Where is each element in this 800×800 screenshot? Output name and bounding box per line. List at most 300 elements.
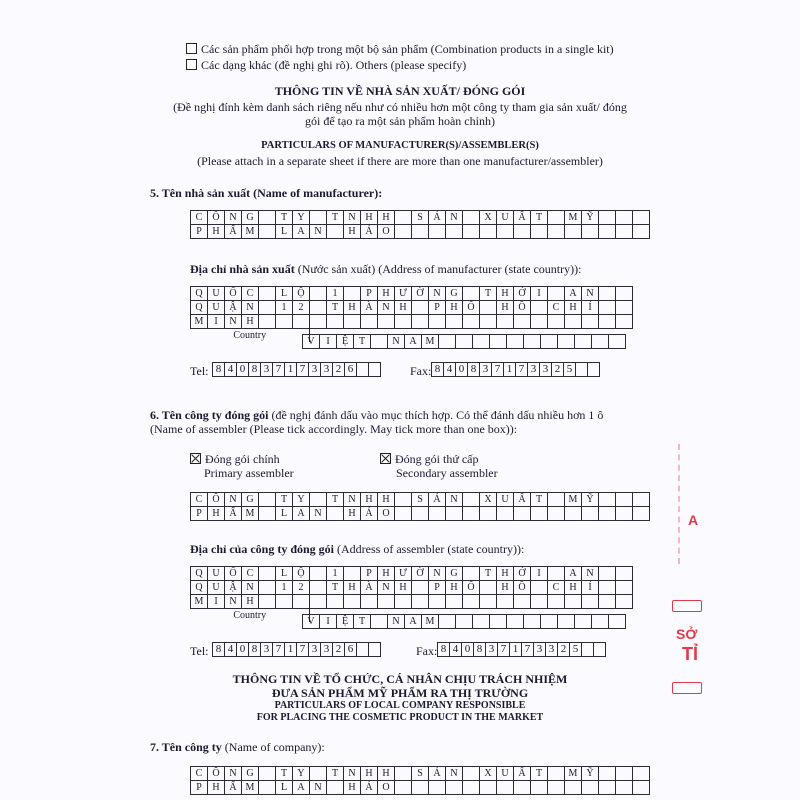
phone-digit xyxy=(368,362,381,377)
grid-cell: Y xyxy=(293,211,310,225)
q5-fax: Fax: xyxy=(410,364,432,378)
grid-cell xyxy=(490,615,507,629)
stamp-box-top xyxy=(672,600,702,612)
section-mfr-note-en: (Please attach in a separate sheet if there are more than one manufacturer/assembler) xyxy=(197,154,603,168)
grid-cell: C xyxy=(191,767,208,781)
grid-cell: N xyxy=(378,301,395,315)
stamp-text-ti: TỈ xyxy=(682,644,698,664)
grid-cell xyxy=(497,781,514,795)
grid-cell: C xyxy=(548,581,565,595)
phone-digit: 3 xyxy=(320,642,333,657)
grid-cell xyxy=(480,301,497,315)
grid-cell xyxy=(582,781,599,795)
grid-cell: L xyxy=(276,567,293,581)
option-combination[interactable]: Các sản phẩm phối hợp trong một bộ sản phẩm (Combination products in a single kit) xyxy=(186,42,614,57)
grid-cell: Ộ xyxy=(293,287,310,301)
phone-digit: 6 xyxy=(344,362,357,377)
grid-cell: Q xyxy=(191,567,208,581)
grid-cell xyxy=(531,781,548,795)
grid-cell xyxy=(429,225,446,239)
grid-cell: V xyxy=(303,335,320,349)
grid-cell: 1 xyxy=(276,301,293,315)
grid-cell: O xyxy=(378,225,395,239)
grid-cell: M xyxy=(422,335,439,349)
grid-cell xyxy=(609,335,626,349)
grid-cell xyxy=(480,595,497,609)
grid-cell xyxy=(361,595,378,609)
phone-digit: 2 xyxy=(557,642,570,657)
checkbox-checked[interactable] xyxy=(380,453,391,464)
grid-cell xyxy=(633,767,650,781)
grid-cell xyxy=(592,615,609,629)
phone-digit: 3 xyxy=(539,362,552,377)
grid-cell: H xyxy=(344,301,361,315)
grid-cell: T xyxy=(327,581,344,595)
grid-cell xyxy=(599,287,616,301)
grid-cell: H xyxy=(242,595,259,609)
grid-cell: Ấ xyxy=(514,493,531,507)
grid-cell: P xyxy=(191,225,208,239)
grid-cell xyxy=(412,315,429,329)
grid-cell xyxy=(514,507,531,521)
grid-cell xyxy=(344,287,361,301)
phone-digit: 2 xyxy=(332,642,345,657)
grid-cell xyxy=(592,335,609,349)
grid-cell xyxy=(310,287,327,301)
grid-cell: Ỹ xyxy=(582,767,599,781)
phone-digit: 3 xyxy=(320,362,333,377)
grid-cell xyxy=(378,595,395,609)
grid-cell xyxy=(463,493,480,507)
grid-cell xyxy=(548,567,565,581)
grid-cell xyxy=(463,211,480,225)
grid-cell xyxy=(412,581,429,595)
phone-digit: 8 xyxy=(248,642,261,657)
phone-digit: 8 xyxy=(473,642,486,657)
grid-cell xyxy=(548,287,565,301)
grid-cell: N xyxy=(344,211,361,225)
grid-cell: M xyxy=(191,595,208,609)
company-name-grid xyxy=(190,766,650,795)
grid-cell xyxy=(310,581,327,595)
grid-cell xyxy=(259,581,276,595)
grid-cell: H xyxy=(378,567,395,581)
grid-cell xyxy=(463,567,480,581)
grid-cell xyxy=(558,615,575,629)
grid-cell: P xyxy=(429,301,446,315)
grid-cell xyxy=(633,211,650,225)
grid-cell xyxy=(456,615,473,629)
grid-cell: H xyxy=(344,581,361,595)
grid-cell: U xyxy=(497,767,514,781)
grid-row xyxy=(191,581,633,595)
grid-cell: Ả xyxy=(361,225,378,239)
grid-cell: Ệ xyxy=(337,615,354,629)
option-others[interactable]: Các dạng khác (đề nghị ghi rõ). Others (please specify) xyxy=(186,58,466,73)
grid-cell: T xyxy=(354,335,371,349)
grid-row xyxy=(191,595,633,609)
q6-label-line2: (Name of assembler (Please tick accordingly. May tick more than one box)): xyxy=(150,422,518,436)
grid-cell xyxy=(507,615,524,629)
assembler-name-grid xyxy=(190,492,650,521)
grid-cell xyxy=(395,781,412,795)
grid-cell xyxy=(293,315,310,329)
grid-cell xyxy=(616,781,633,795)
grid-row xyxy=(191,507,650,521)
grid-cell xyxy=(446,781,463,795)
section-local-line2: ĐƯA SẢN PHẨM MỸ PHẨM RA THỊ TRƯỜNG xyxy=(271,686,529,700)
checkbox[interactable] xyxy=(186,43,197,54)
grid-cell: I xyxy=(208,315,225,329)
grid-row xyxy=(191,315,633,329)
grid-cell xyxy=(514,595,531,609)
grid-cell xyxy=(565,225,582,239)
grid-cell: Í xyxy=(582,581,599,595)
primary-assembler-option[interactable]: Đóng gói chính xyxy=(190,452,280,467)
grid-cell: N xyxy=(225,767,242,781)
grid-cell xyxy=(575,335,592,349)
phone-digit: 0 xyxy=(236,642,249,657)
grid-cell xyxy=(463,225,480,239)
q5-label: 5. Tên nhà sản xuất (Name of manufacturer): xyxy=(150,186,383,200)
grid-cell: Ấ xyxy=(514,211,531,225)
grid-cell: Y xyxy=(293,767,310,781)
grid-cell: T xyxy=(327,211,344,225)
grid-cell: À xyxy=(361,581,378,595)
grid-cell: M xyxy=(565,767,582,781)
phone-digit: 7 xyxy=(521,642,534,657)
grid-cell: O xyxy=(378,507,395,521)
grid-cell: N xyxy=(242,301,259,315)
grid-cell: Ố xyxy=(225,287,242,301)
grid-cell xyxy=(344,315,361,329)
grid-cell: N xyxy=(429,567,446,581)
grid-cell: N xyxy=(225,211,242,225)
section-mfr-title-en: PARTICULARS OF MANUFACTURER(S)/ASSEMBLER(S) xyxy=(261,140,539,151)
grid-cell: G xyxy=(242,767,259,781)
phone-digit: 1 xyxy=(284,642,297,657)
phone-digit xyxy=(368,642,381,657)
grid-cell: Ờ xyxy=(412,567,429,581)
grid-row xyxy=(303,335,626,349)
grid-cell xyxy=(599,493,616,507)
grid-cell: V xyxy=(303,615,320,629)
grid-cell xyxy=(310,767,327,781)
grid-cell: I xyxy=(531,567,548,581)
grid-cell: L xyxy=(276,507,293,521)
grid-cell xyxy=(463,595,480,609)
grid-cell xyxy=(327,225,344,239)
grid-cell: A xyxy=(565,567,582,581)
grid-cell: G xyxy=(242,493,259,507)
phone-digit: 5 xyxy=(569,642,582,657)
phone-digit: 8 xyxy=(437,642,450,657)
grid-cell: A xyxy=(293,781,310,795)
grid-cell: H xyxy=(208,225,225,239)
grid-cell: H xyxy=(378,493,395,507)
grid-cell xyxy=(548,225,565,239)
grid-cell: H xyxy=(378,767,395,781)
grid-cell: M xyxy=(565,493,582,507)
grid-cell: H xyxy=(446,581,463,595)
grid-cell: N xyxy=(344,767,361,781)
grid-cell: A xyxy=(405,615,422,629)
grid-cell: G xyxy=(242,211,259,225)
grid-cell: N xyxy=(344,493,361,507)
grid-cell xyxy=(259,225,276,239)
grid-cell: U xyxy=(208,581,225,595)
grid-cell xyxy=(514,781,531,795)
grid-cell xyxy=(276,315,293,329)
grid-cell xyxy=(633,507,650,521)
grid-cell xyxy=(395,315,412,329)
grid-cell: H xyxy=(344,225,361,239)
grid-cell xyxy=(439,335,456,349)
grid-cell: Ẩ xyxy=(225,781,242,795)
manufacturer-country-grid xyxy=(302,334,626,349)
grid-cell xyxy=(259,301,276,315)
grid-cell xyxy=(599,507,616,521)
grid-cell: Ồ xyxy=(514,581,531,595)
grid-cell: N xyxy=(446,211,463,225)
checkbox-checked[interactable] xyxy=(190,453,201,464)
grid-cell: T xyxy=(531,493,548,507)
grid-cell: Ả xyxy=(429,211,446,225)
grid-row xyxy=(303,615,626,629)
primary-assembler-en: Primary assembler xyxy=(204,466,294,480)
grid-cell xyxy=(497,225,514,239)
grid-cell: P xyxy=(191,507,208,521)
grid-row xyxy=(191,211,650,225)
phone-digit: 4 xyxy=(224,362,237,377)
grid-cell xyxy=(599,225,616,239)
secondary-assembler-option[interactable]: Đóng gói thứ cấp xyxy=(380,452,479,467)
grid-cell: L xyxy=(276,781,293,795)
grid-cell xyxy=(395,595,412,609)
grid-cell: X xyxy=(480,211,497,225)
grid-cell: U xyxy=(208,287,225,301)
grid-cell: Ậ xyxy=(225,581,242,595)
grid-cell xyxy=(616,211,633,225)
grid-cell: Ớ xyxy=(514,567,531,581)
grid-cell: 2 xyxy=(293,301,310,315)
phone-digit: 4 xyxy=(443,362,456,377)
grid-cell xyxy=(463,781,480,795)
grid-cell xyxy=(616,507,633,521)
grid-cell: Í xyxy=(582,301,599,315)
grid-cell: M xyxy=(242,781,259,795)
phone-digit: 7 xyxy=(497,642,510,657)
checkbox[interactable] xyxy=(186,59,197,70)
grid-cell: N xyxy=(582,287,599,301)
grid-cell xyxy=(616,567,633,581)
grid-cell: Ô xyxy=(208,211,225,225)
grid-cell xyxy=(259,493,276,507)
grid-cell: H xyxy=(361,493,378,507)
grid-cell: U xyxy=(497,493,514,507)
grid-cell: N xyxy=(388,615,405,629)
grid-cell: L xyxy=(276,287,293,301)
grid-cell xyxy=(548,493,565,507)
grid-cell xyxy=(514,225,531,239)
grid-cell xyxy=(310,567,327,581)
grid-cell xyxy=(395,767,412,781)
grid-cell xyxy=(378,315,395,329)
grid-cell xyxy=(616,595,633,609)
grid-cell xyxy=(327,781,344,795)
phone-digit: 7 xyxy=(272,362,285,377)
grid-cell: H xyxy=(497,287,514,301)
grid-cell xyxy=(548,315,565,329)
grid-cell: Ố xyxy=(225,567,242,581)
phone-digit: 2 xyxy=(551,362,564,377)
section-local-line1: THÔNG TIN VỀ TỔ CHỨC, CÁ NHÂN CHỊU TRÁCH NHIỆM xyxy=(232,672,568,686)
grid-cell: Ỹ xyxy=(582,493,599,507)
grid-cell: Ồ xyxy=(514,301,531,315)
grid-cell xyxy=(412,781,429,795)
phone-digit: 1 xyxy=(284,362,297,377)
grid-cell xyxy=(429,595,446,609)
grid-cell: H xyxy=(344,781,361,795)
grid-cell: U xyxy=(208,301,225,315)
grid-cell xyxy=(259,315,276,329)
grid-cell: Ậ xyxy=(225,301,242,315)
grid-cell: Ẩ xyxy=(225,507,242,521)
grid-cell xyxy=(548,507,565,521)
grid-cell: M xyxy=(565,211,582,225)
grid-cell: T xyxy=(327,301,344,315)
grid-cell xyxy=(344,567,361,581)
grid-cell: 1 xyxy=(276,581,293,595)
grid-cell xyxy=(541,335,558,349)
grid-cell: Ư xyxy=(395,287,412,301)
grid-cell: P xyxy=(191,781,208,795)
grid-cell: Ẩ xyxy=(225,225,242,239)
phone-digit: 1 xyxy=(503,362,516,377)
grid-cell: X xyxy=(480,767,497,781)
grid-cell: T xyxy=(531,767,548,781)
grid-cell xyxy=(412,595,429,609)
grid-cell: O xyxy=(378,781,395,795)
grid-cell xyxy=(310,595,327,609)
grid-cell: I xyxy=(320,335,337,349)
grid-cell xyxy=(531,595,548,609)
grid-cell xyxy=(327,315,344,329)
grid-cell: I xyxy=(531,287,548,301)
grid-cell xyxy=(446,315,463,329)
grid-cell xyxy=(310,493,327,507)
grid-cell: M xyxy=(242,225,259,239)
phone-digit: 0 xyxy=(236,362,249,377)
grid-cell xyxy=(565,315,582,329)
grid-cell xyxy=(395,211,412,225)
phone-digit: 3 xyxy=(485,642,498,657)
grid-cell xyxy=(361,315,378,329)
grid-cell: C xyxy=(242,287,259,301)
grid-cell xyxy=(541,615,558,629)
grid-cell xyxy=(565,595,582,609)
grid-cell: M xyxy=(422,615,439,629)
grid-row xyxy=(191,301,633,315)
grid-cell: T xyxy=(276,767,293,781)
grid-cell: A xyxy=(405,335,422,349)
grid-cell: N xyxy=(225,493,242,507)
grid-cell xyxy=(548,767,565,781)
grid-cell: H xyxy=(344,507,361,521)
grid-cell xyxy=(344,595,361,609)
grid-cell: P xyxy=(361,567,378,581)
grid-cell: Ỹ xyxy=(582,211,599,225)
section-mfr-note-vn-1: (Đề nghị đính kèm danh sách riêng nếu như có nhiều hơn một công ty tham gia sản xuất/ đóng xyxy=(173,100,627,114)
grid-cell xyxy=(429,315,446,329)
grid-cell xyxy=(310,315,327,329)
grid-cell: 1 xyxy=(327,287,344,301)
grid-cell: G xyxy=(446,287,463,301)
grid-cell: Ả xyxy=(429,493,446,507)
phone-digit: 6 xyxy=(344,642,357,657)
grid-cell: H xyxy=(497,301,514,315)
grid-cell xyxy=(259,287,276,301)
grid-cell: H xyxy=(497,581,514,595)
grid-cell xyxy=(548,595,565,609)
grid-cell xyxy=(599,595,616,609)
grid-cell xyxy=(310,211,327,225)
grid-cell: 1 xyxy=(327,567,344,581)
grid-cell: T xyxy=(276,493,293,507)
grid-cell xyxy=(531,507,548,521)
q6-tel: Tel: xyxy=(190,644,209,658)
phone-digit: 5 xyxy=(563,362,576,377)
phone-digit: 3 xyxy=(308,362,321,377)
q5-fax-boxes xyxy=(432,362,600,377)
grid-cell: H xyxy=(361,767,378,781)
grid-cell: N xyxy=(242,581,259,595)
grid-cell xyxy=(616,493,633,507)
section-mfr-note-vn-2: gói để tạo ra một sản phẩm hoàn chỉnh) xyxy=(305,114,495,128)
grid-cell xyxy=(575,615,592,629)
grid-cell: Q xyxy=(191,581,208,595)
grid-cell: P xyxy=(361,287,378,301)
grid-cell: N xyxy=(378,581,395,595)
phone-digit: 8 xyxy=(248,362,261,377)
grid-cell: Q xyxy=(191,301,208,315)
grid-cell xyxy=(259,767,276,781)
phone-digit: 0 xyxy=(461,642,474,657)
grid-cell xyxy=(276,595,293,609)
grid-cell: T xyxy=(327,493,344,507)
grid-cell xyxy=(599,781,616,795)
grid-cell xyxy=(616,315,633,329)
grid-cell xyxy=(259,211,276,225)
q6-tel-boxes xyxy=(213,642,381,657)
grid-cell xyxy=(395,507,412,521)
grid-cell: S xyxy=(412,211,429,225)
grid-cell xyxy=(616,301,633,315)
grid-cell: Ớ xyxy=(514,287,531,301)
grid-cell xyxy=(327,595,344,609)
grid-cell: N xyxy=(225,595,242,609)
q6-address-label: Địa chỉ của công ty đóng gói (Address of assembler (state country)): xyxy=(190,542,525,556)
grid-cell xyxy=(259,595,276,609)
phone-digit: 7 xyxy=(491,362,504,377)
grid-cell xyxy=(507,335,524,349)
grid-cell: U xyxy=(208,567,225,581)
manufacturer-name-grid xyxy=(190,210,650,239)
grid-cell: T xyxy=(354,615,371,629)
q7-label: 7. Tên công ty (Name of company): xyxy=(150,740,325,754)
grid-cell: N xyxy=(225,315,242,329)
grid-cell xyxy=(463,767,480,781)
